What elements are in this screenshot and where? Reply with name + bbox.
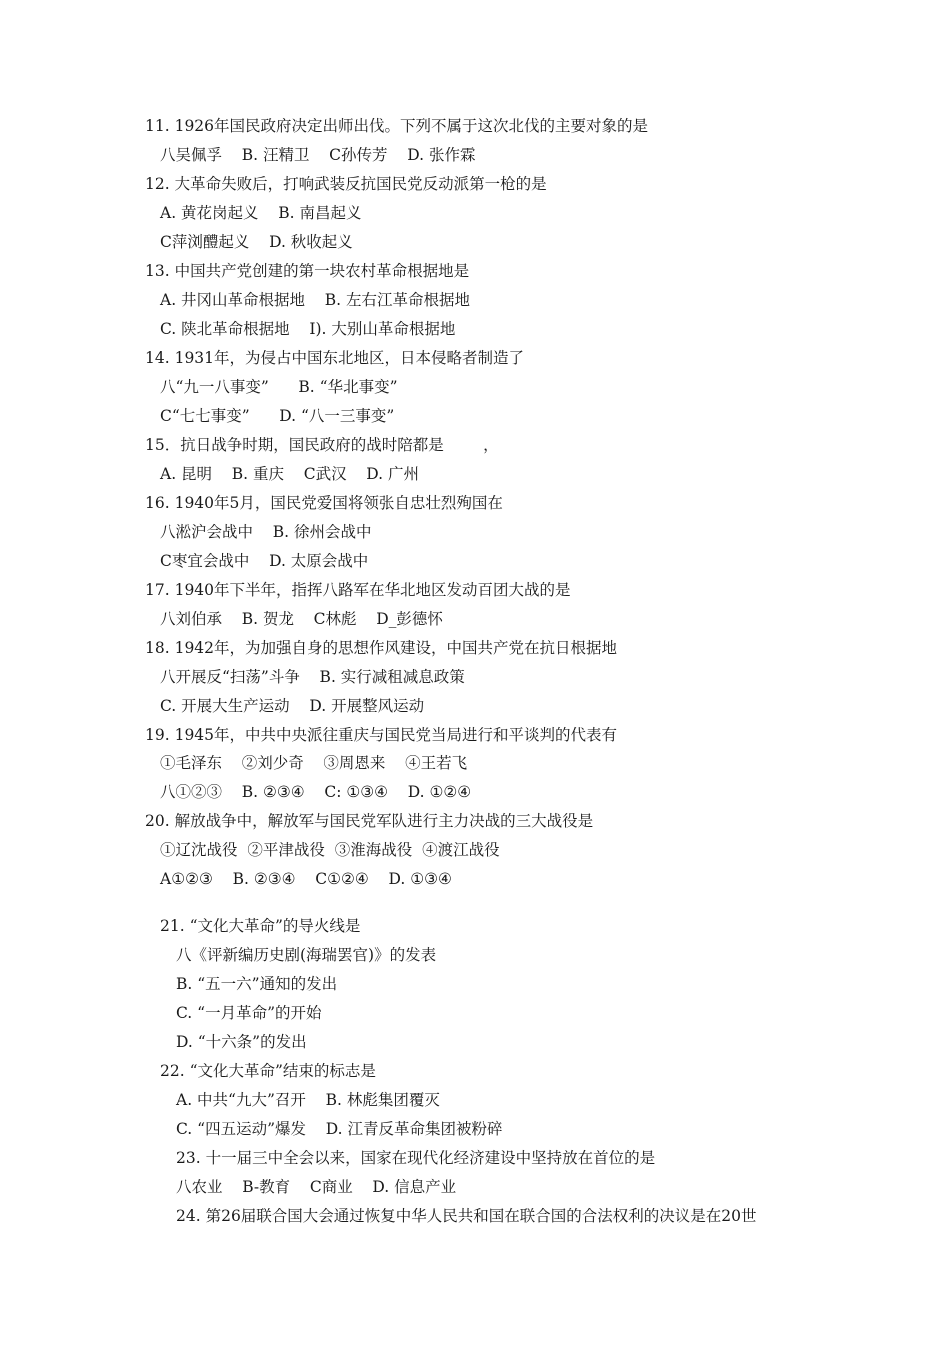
question-11: 11. 1926年国民政府决定出师出伐。下列不属于这次北伐的主要对象的是 xyxy=(145,117,649,135)
question-23-options: 八农业 B-教育 C商业 D. 信息产业 xyxy=(176,1178,457,1196)
question-16-options: 八淞沪会战中 B. 徐州会战中 xyxy=(160,523,372,541)
question-15-options: A. 昆明 B. 重庆 C武汉 D. 广州 xyxy=(160,465,420,483)
question-20-options: A①②③ B. ②③④ C①②④ D. ①③④ xyxy=(160,870,452,888)
question-14-options: 八“九一八事变” B. “华北事变” xyxy=(160,378,398,396)
question-22: 22. “文化大革命”结束的标志是 xyxy=(160,1062,376,1080)
question-18-options: 八开展反“扫荡”斗争 B. 实行减租减息政策 xyxy=(160,668,465,686)
question-13-options: A. 井冈山革命根据地 B. 左右江革命根据地 xyxy=(160,291,471,309)
question-12: 12. 大革命失败后，打响武装反抗国民党反动派第一枪的是 xyxy=(145,175,547,193)
question-21-option-b: B. “五一六”通知的发出 xyxy=(176,975,338,993)
question-20-items: ①辽沈战役 ②平津战役 ③淮海战役 ④渡江战役 xyxy=(160,841,500,859)
question-13: 13. 中国共产党创建的第一块农村革命根据地是 xyxy=(145,262,470,280)
question-14: 14. 1931年，为侵占中国东北地区，日本侵略者制造了 xyxy=(145,349,525,367)
question-14-options: C“七七事变” D. “八一三事变” xyxy=(160,407,395,425)
question-20: 20. 解放战争中，解放军与国民党军队进行主力决战的三大战役是 xyxy=(145,812,594,830)
question-12-options: A. 黄花岗起义 B. 南昌起义 xyxy=(160,204,362,222)
question-11-options: 八吴佩孚 B. 汪精卫 C孙传芳 D. 张作霖 xyxy=(160,146,476,164)
question-22-options: C. “四五运动”爆发 D. 江青反革命集团被粉碎 xyxy=(176,1120,503,1138)
question-13-options: C. 陕北革命根据地 I). 大别山革命根据地 xyxy=(160,320,456,338)
question-21: 21. “文化大革命”的导火线是 xyxy=(160,917,361,935)
question-18: 18. 1942年，为加强自身的思想作风建设，中国共产党在抗日根据地 xyxy=(145,639,618,657)
question-21-option-d: D. “十六条”的发出 xyxy=(176,1033,307,1051)
question-15: 15．抗日战争时期，国民政府的战时陪都是 ， xyxy=(145,436,499,454)
question-17: 17. 1940年下半年，指挥八路军在华北地区发动百团大战的是 xyxy=(145,581,571,599)
question-21-option-c: C. “一月革命”的开始 xyxy=(176,1004,322,1022)
question-22-options: A. 中共“九大”召开 B. 林彪集团覆灭 xyxy=(176,1091,440,1109)
question-18-options: C. 开展大生产运动 D. 开展整风运动 xyxy=(160,697,425,715)
question-16-options: C枣宜会战中 D. 太原会战中 xyxy=(160,552,369,570)
question-17-options: 八刘伯承 B. 贺龙 C林彪 D_彭德怀 xyxy=(160,610,443,628)
question-19-items: ①毛泽东 ②刘少奇 ③周恩来 ④王若飞 xyxy=(160,754,468,772)
question-12-options: C萍浏醴起义 D. 秋收起义 xyxy=(160,233,353,251)
question-19: 19. 1945年，中共中央派往重庆与国民党当局进行和平谈判的代表有 xyxy=(145,726,618,744)
question-21-option-a: 八《评新编历史剧(海瑞罢官)》的发表 xyxy=(176,946,437,964)
question-23: 23. 十一届三中全会以来，国家在现代化经济建设中坚持放在首位的是 xyxy=(176,1149,656,1167)
question-19-options: 八①②③ B. ②③④ C: ①③④ D. ①②④ xyxy=(160,783,472,801)
question-16: 16. 1940年5月，国民党爱国将领张自忠壮烈殉国在 xyxy=(145,494,503,512)
question-24: 24. 第26届联合国大会通过恢复中华人民共和国在联合国的合法权利的决议是在20世 xyxy=(176,1207,757,1225)
